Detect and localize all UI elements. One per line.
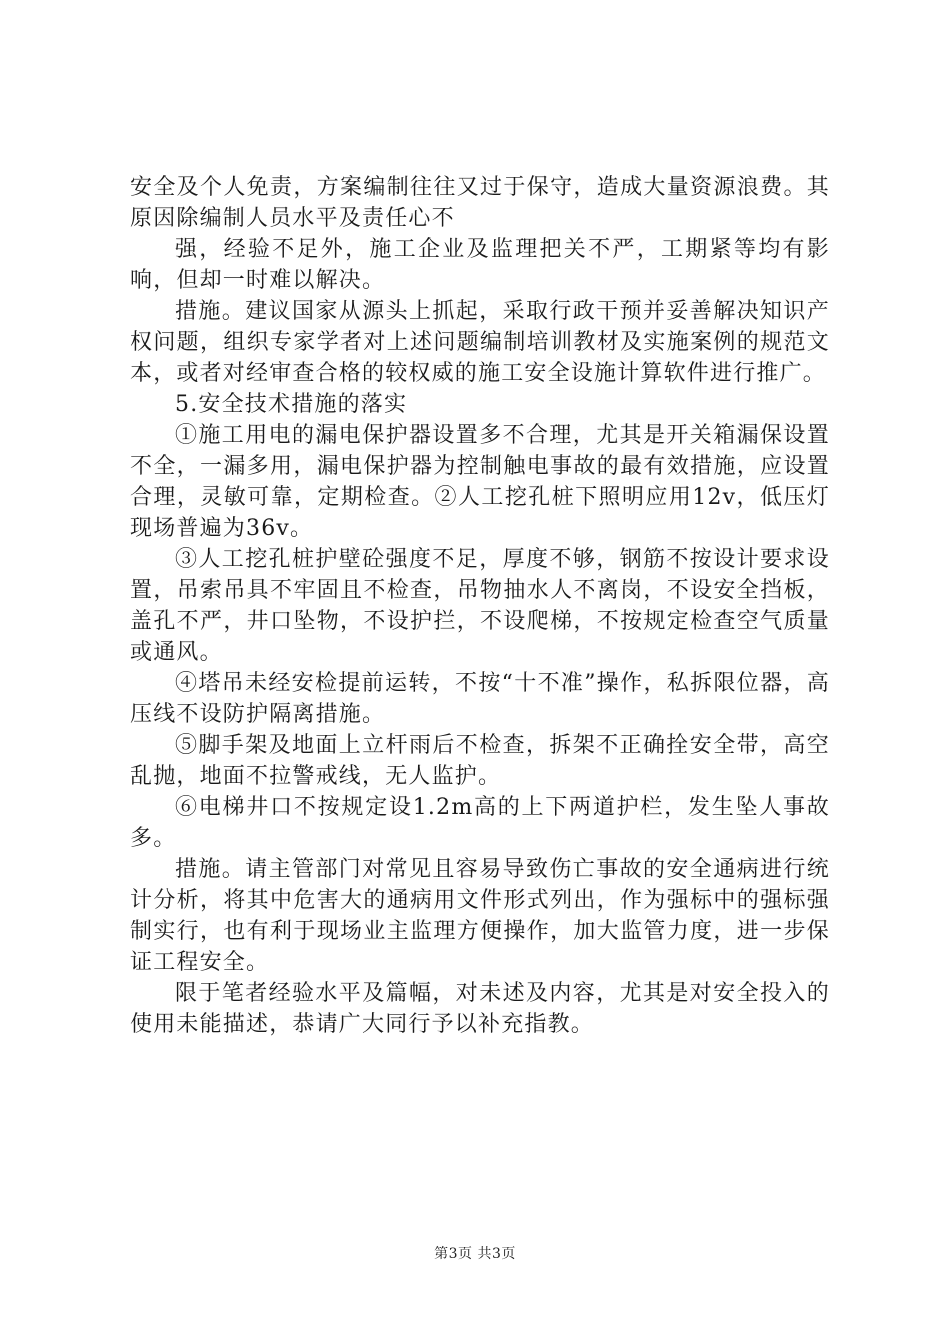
paragraph: ④塔吊未经安检提前运转，不按“十不准”操作，私拆限位器，高压线不设防护隔离措施。 [130,671,830,727]
section-heading: 5.安全技术措施的落实 [175,392,408,417]
paragraph: 安全及个人免责，方案编制往往又过于保守，造成大量资源浪费。其原因除编制人员水平及责任心不 [130,175,830,231]
page-footer: 第3页 共3页 [434,1246,516,1262]
paragraph: 措施。建议国家从源头上抓起，采取行政干预并妥善解决知识产权问题，组织专家学者对上述问题编制培训教材及实施案例的规范文本，或者对经审查合格的较权威的施工安全设施计算软件进行推广。 [130,299,830,386]
paragraph: 措施。请主管部门对常见且容易导致伤亡事故的安全通病进行统计分析，将其中危害大的通病用文件形式列出，作为强标中的强标强制实行，也有利于现场业主监理方便操作，加大监管力度，进一步保证工程安全。 [130,857,830,975]
document-body [130,172,830,1040]
paragraph: ⑥电梯井口不按规定设1.2m高的上下两道护栏，发生坠人事故多。 [130,795,830,851]
paragraph: 限于笔者经验水平及篇幅，对未述及内容，尤其是对安全投入的使用未能描述，恭请广大同行予以补充指教。 [130,981,830,1037]
paragraph: ③人工挖孔桩护壁砼强度不足，厚度不够，钢筋不按设计要求设置，吊索吊具不牢固且不检查，吊物抽水人不离岗，不设安全挡板，盖孔不严，井口坠物，不设护拦，不设爬梯，不按规定检查空气质量或通风。 [130,547,830,665]
paragraph: ①施工用电的漏电保护器设置多不合理，尤其是开关箱漏保设置不全，一漏多用，漏电保护器为控制触电事故的最有效措施，应设置合理，灵敏可靠，定期检查。②人工挖孔桩下照明应用12v，低压灯现场普遍为36v。 [130,423,830,541]
paragraph: ⑤脚手架及地面上立杆雨后不检查，拆架不正确拴安全带，高空乱抛，地面不拉警戒线，无人监护。 [130,733,830,789]
paragraph: 强，经验不足外，施工企业及监理把关不严，工期紧等均有影响，但却一时难以解决。 [130,237,830,293]
